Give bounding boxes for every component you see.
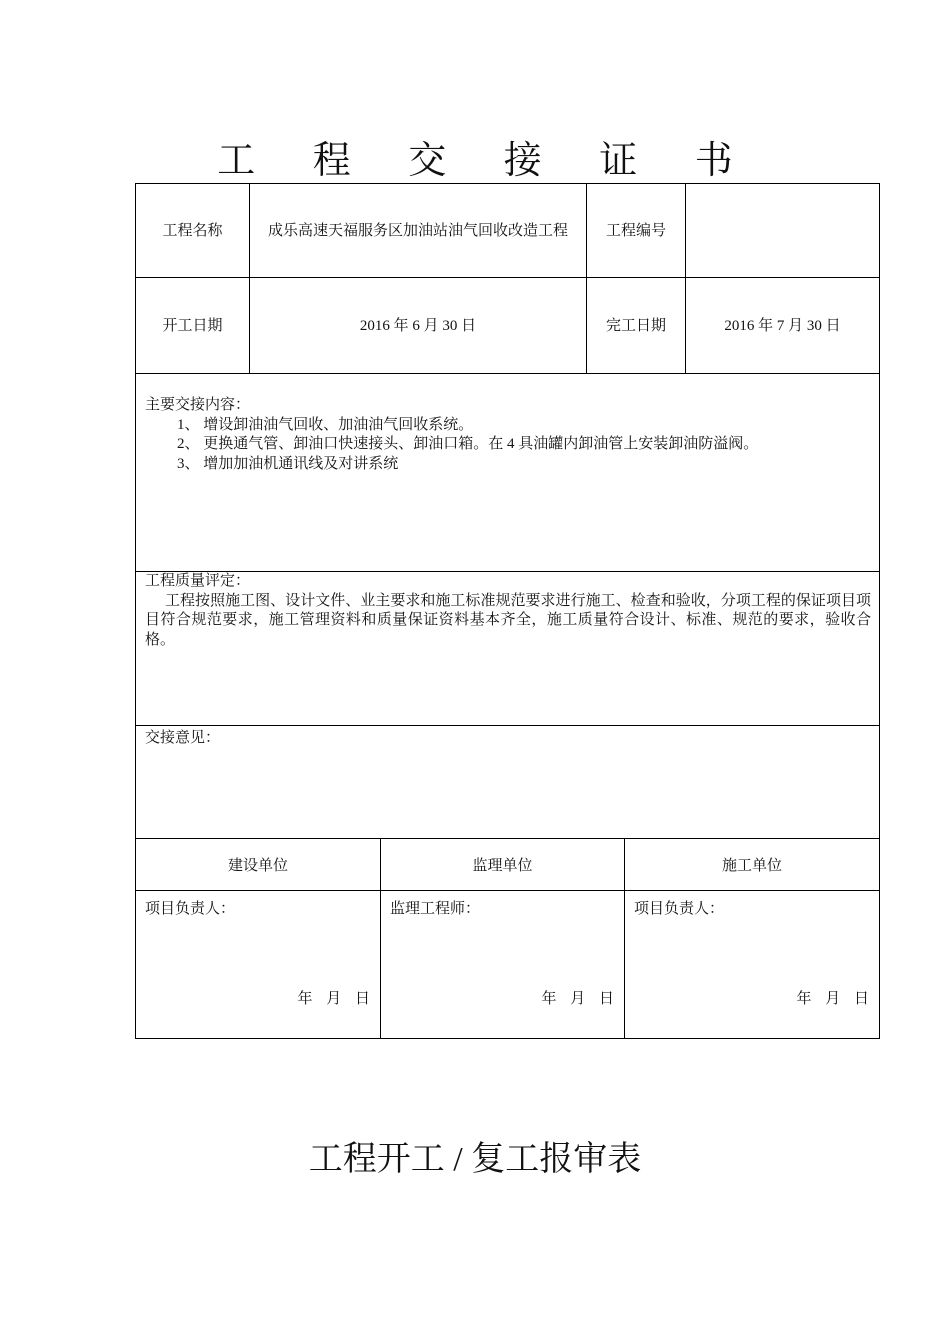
quality-heading: 工程质量评定：	[145, 573, 251, 589]
next-form-title: 工程开工 / 复工报审表	[308, 1141, 642, 1178]
list-item: 2、 更换通气管、卸油口快速接头、卸油口箱。在 4 具油罐内卸油管上安装卸油防溢阀。	[177, 436, 759, 452]
supervisor-signer-label: 监理工程师：	[390, 901, 481, 917]
handover-content-section	[136, 374, 879, 572]
project-number-label: 工程编号	[586, 184, 685, 277]
quality-section	[136, 572, 879, 726]
supervisor-signature-cell	[380, 891, 624, 1038]
project-number-value	[685, 184, 879, 277]
opinion-heading: 交接意见：	[145, 730, 221, 746]
dates-row	[136, 278, 879, 374]
start-date-label: 开工日期	[162, 317, 223, 334]
start-date-value: 2016 年 6 月 30 日	[249, 278, 586, 373]
end-date-label: 完工日期	[586, 278, 685, 373]
owner-signer-label: 项目负责人：	[145, 901, 236, 917]
quality-text: 工程按照施工图、设计文件、业主要求和施工标准规范要求进行施工、检查和验收，分项工程的保证项目项目符合规范要求，施工管理资料和质量保证资料基本齐全，施工质量符合设计、标准、规范的要求，验收合格。	[145, 592, 871, 648]
contractor-signer-label: 项目负责人：	[634, 901, 725, 917]
unit-header-contractor: 施工单位	[624, 839, 879, 891]
project-name-value: 成乐高速天福服务区加油站油气回收改造工程	[249, 184, 586, 277]
owner-date: 年 月 日	[297, 991, 370, 1007]
opinion-section	[136, 726, 879, 840]
handover-content-heading: 主要交接内容：	[145, 397, 251, 413]
handover-table	[135, 183, 880, 839]
list-item: 1、 增设卸油油气回收、加油油气回收系统。	[177, 416, 474, 433]
end-date-value: 2016 年 7 月 30 日	[685, 278, 879, 373]
unit-header-supervisor: 监理单位	[380, 839, 624, 891]
owner-signature-cell	[136, 891, 380, 1038]
project-name-row	[136, 184, 879, 278]
contractor-date: 年 月 日	[796, 991, 869, 1007]
document-title: 工 程 交 接 证 书	[217, 140, 757, 182]
list-item: 3、 增加加油机通讯线及对讲系统	[177, 455, 399, 472]
unit-header-owner: 建设单位	[136, 839, 380, 891]
project-name-label: 工程名称	[162, 222, 223, 239]
signature-table	[135, 839, 880, 1039]
supervisor-date: 年 月 日	[541, 991, 614, 1007]
contractor-signature-cell	[624, 891, 879, 1038]
